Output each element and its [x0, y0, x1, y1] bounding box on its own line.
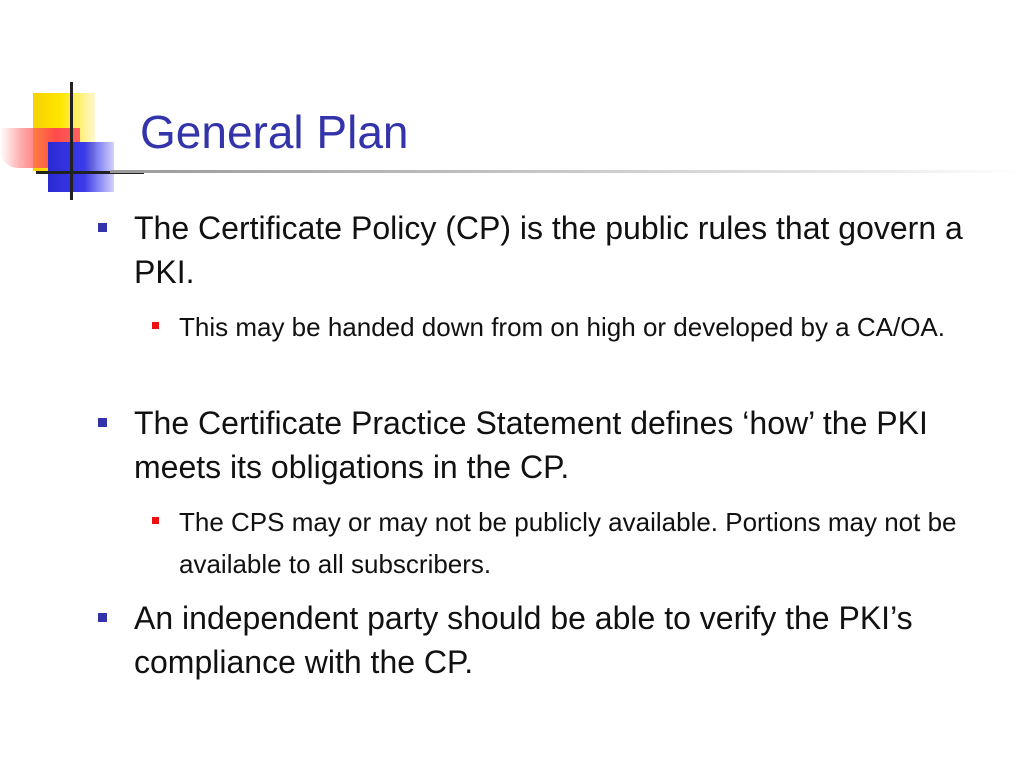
bullet-text: An independent party should be able to verify the PKI’s compliance with the CP.: [134, 600, 913, 680]
square-sub-bullet-icon: [152, 322, 159, 329]
decoration-blue-square: [48, 142, 114, 192]
bullet-item: [134, 206, 994, 294]
bullet-item: [134, 596, 994, 684]
sub-bullet-text: This may be handed down from on high or developed by a CA/OA.: [179, 312, 945, 342]
square-sub-bullet-icon: [152, 517, 159, 524]
bullet-item: [134, 401, 994, 489]
sub-bullet-text: The CPS may or may not be publicly available. Portions may not be available to all subscribers.: [179, 507, 957, 579]
title-underline: [110, 170, 1024, 173]
bullet-text: The Certificate Practice Statement defines ‘how’ the PKI meets its obligations in the CP.: [134, 405, 928, 485]
sub-bullet-item: [179, 306, 999, 348]
sub-bullet-item: [179, 501, 999, 585]
decoration-vertical-line: [70, 82, 73, 200]
bullet-text: The Certificate Policy (CP) is the public rules that govern a PKI.: [134, 210, 963, 290]
slide-title: General Plan: [140, 106, 409, 158]
square-bullet-icon: [98, 223, 107, 232]
square-bullet-icon: [98, 613, 107, 622]
square-bullet-icon: [98, 418, 107, 427]
